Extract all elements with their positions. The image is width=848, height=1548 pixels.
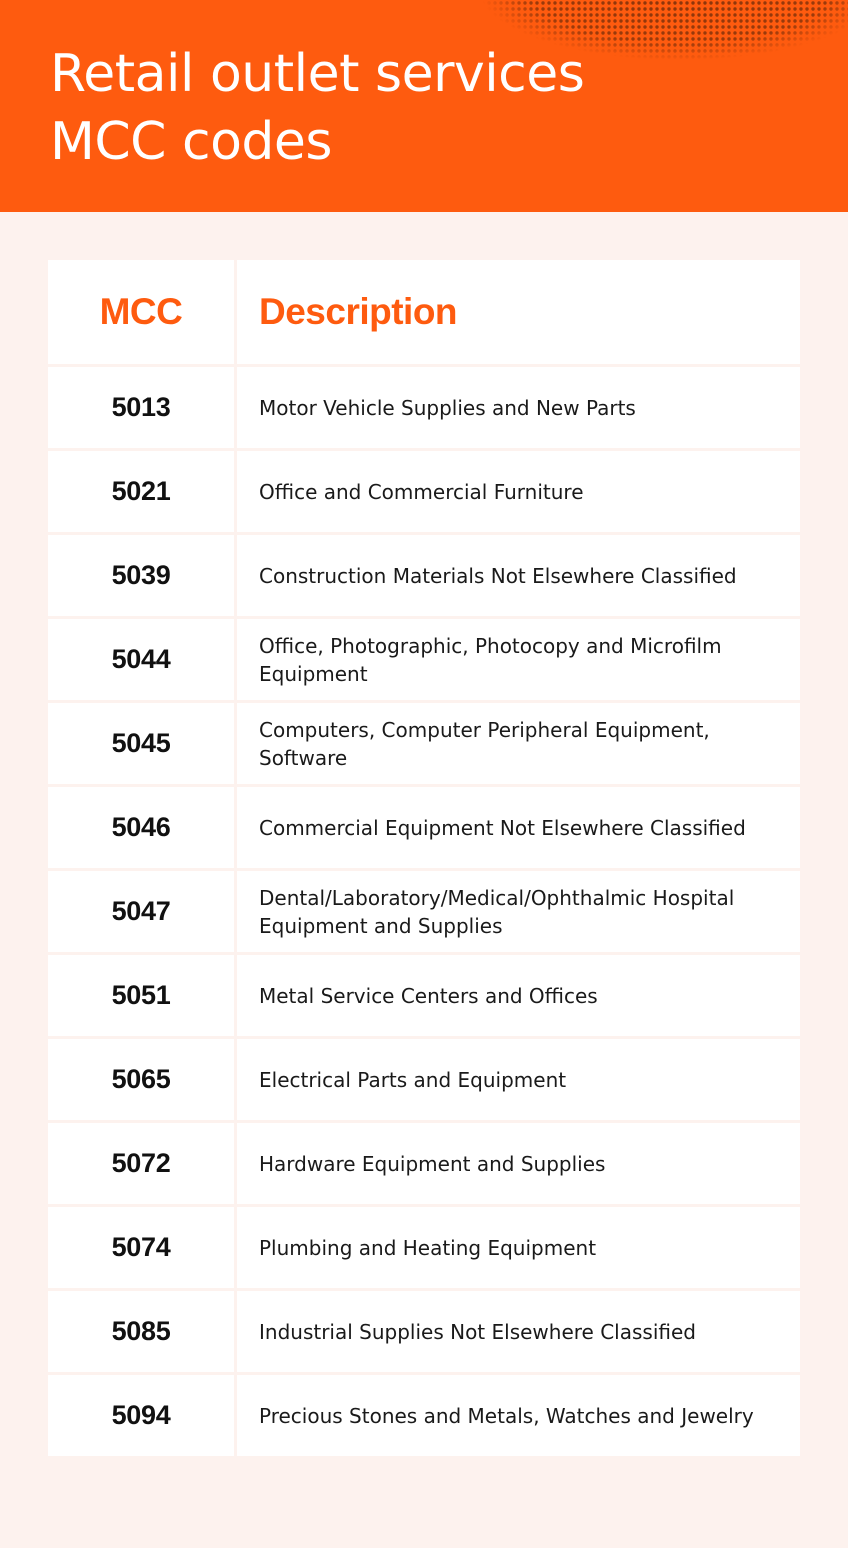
header-banner <box>0 0 848 212</box>
description-cell: Hardware Equipment and Supplies <box>236 1122 801 1206</box>
mcc-code-cell: 5072 <box>48 1122 236 1206</box>
description-cell: Office and Commercial Furniture <box>236 450 801 534</box>
description-cell: Metal Service Centers and Offices <box>236 954 801 1038</box>
mcc-table <box>48 260 800 1456</box>
description-cell: Motor Vehicle Supplies and New Parts <box>236 366 801 450</box>
mcc-code-cell: 5094 <box>48 1374 236 1457</box>
table-row <box>48 786 800 870</box>
table-row <box>48 450 800 534</box>
mcc-code-cell: 5021 <box>48 450 236 534</box>
description-cell: Precious Stones and Metals, Watches and Jewelry <box>236 1374 801 1457</box>
mcc-code-cell: 5085 <box>48 1290 236 1374</box>
description-cell: Dental/Laboratory/Medical/Ophthalmic Hospital Equipment and Supplies <box>236 870 801 954</box>
description-cell: Industrial Supplies Not Elsewhere Classified <box>236 1290 801 1374</box>
table-header-row <box>48 260 800 366</box>
description-cell: Computers, Computer Peripheral Equipment, Software <box>236 702 801 786</box>
mcc-code-cell: 5047 <box>48 870 236 954</box>
column-header-description: Description <box>236 260 801 366</box>
table-row <box>48 534 800 618</box>
column-header-mcc: MCC <box>48 260 236 366</box>
table-row <box>48 870 800 954</box>
mcc-code-cell: 5046 <box>48 786 236 870</box>
page-title-line-2: MCC codes <box>50 112 333 172</box>
table-row <box>48 1290 800 1374</box>
mcc-code-cell: 5065 <box>48 1038 236 1122</box>
table-row <box>48 1206 800 1290</box>
table-row <box>48 954 800 1038</box>
page-title <box>50 40 584 176</box>
description-cell: Construction Materials Not Elsewhere Classified <box>236 534 801 618</box>
description-cell: Commercial Equipment Not Elsewhere Classified <box>236 786 801 870</box>
table-row <box>48 366 800 450</box>
mcc-code-cell: 5013 <box>48 366 236 450</box>
description-cell: Electrical Parts and Equipment <box>236 1038 801 1122</box>
mcc-code-cell: 5044 <box>48 618 236 702</box>
mcc-code-cell: 5045 <box>48 702 236 786</box>
table-row <box>48 702 800 786</box>
table-row <box>48 1374 800 1457</box>
table-row <box>48 618 800 702</box>
mcc-code-cell: 5074 <box>48 1206 236 1290</box>
mcc-code-cell: 5039 <box>48 534 236 618</box>
page-title-line-1: Retail outlet services <box>50 44 585 104</box>
description-cell: Office, Photographic, Photocopy and Microfilm Equipment <box>236 618 801 702</box>
table-row <box>48 1038 800 1122</box>
table-row <box>48 1122 800 1206</box>
mcc-code-cell: 5051 <box>48 954 236 1038</box>
description-cell: Plumbing and Heating Equipment <box>236 1206 801 1290</box>
